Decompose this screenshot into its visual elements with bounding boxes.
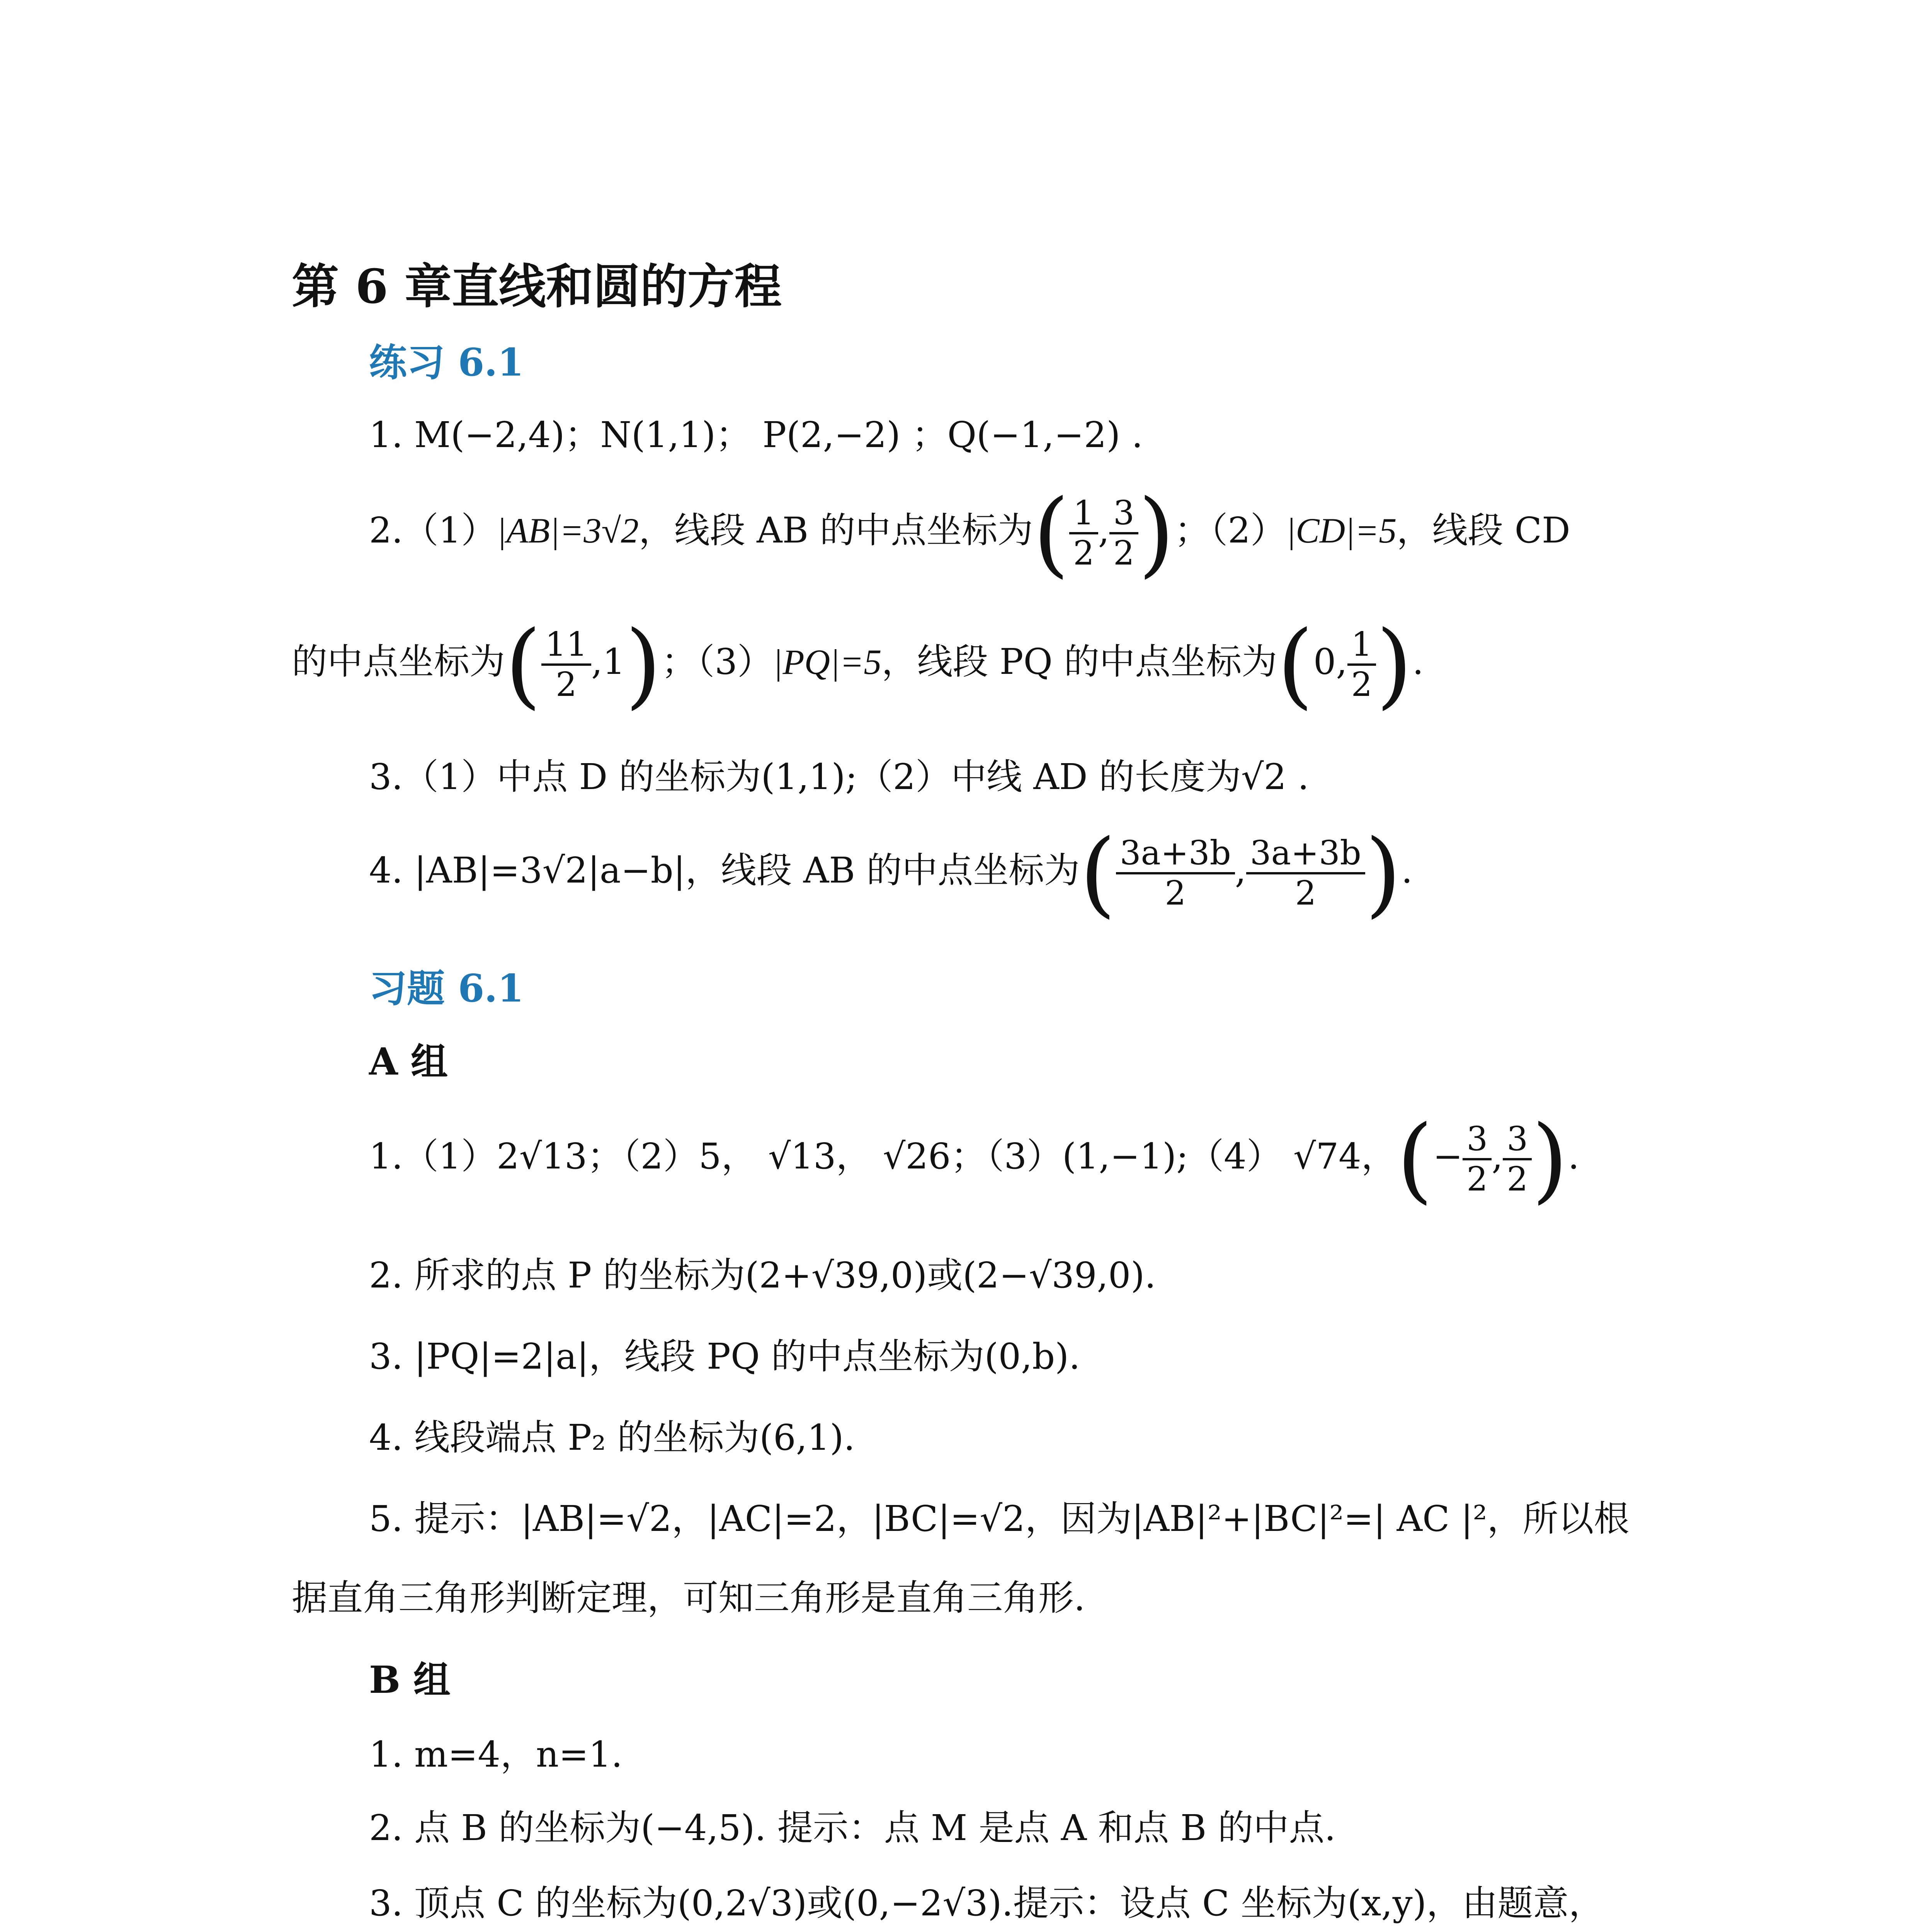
text: 2.（1） bbox=[369, 509, 497, 551]
group-a-item-5: 5. 提示：|AB|=√2，|AC|=2，|BC|=√2，因为|AB|²+|BC|²=| AC |²，所以根 bbox=[369, 1498, 1630, 1539]
paren-left: ( bbox=[1080, 819, 1116, 927]
text: ；（3） bbox=[661, 641, 773, 682]
section-heading-practice: 练习 6.1 bbox=[369, 340, 524, 385]
text: ；（2） bbox=[1174, 509, 1286, 551]
fraction: $\frac{3a+3b}{2}$ bbox=[1246, 837, 1365, 910]
paren-left: ( bbox=[1277, 611, 1313, 719]
fraction: $\frac{3a+3b}{2}$ bbox=[1116, 837, 1235, 910]
formula-ab: |AB|=3√2 bbox=[497, 510, 639, 550]
group-b-item-1: 1. m=4，n=1. bbox=[369, 1734, 623, 1775]
fraction: $\frac{3}{2}$ bbox=[1109, 497, 1138, 570]
text: 0, bbox=[1313, 641, 1347, 682]
group-a-item-2: 2. 所求的点 P 的坐标为(2+√39,0)或(2−√39,0). bbox=[369, 1255, 1156, 1296]
group-a-heading: A 组 bbox=[369, 1040, 448, 1083]
group-a-item-5-cont: 据直角三角形判断定理，可知三角形是直角三角形. bbox=[292, 1577, 1085, 1619]
paren-right: ) bbox=[1138, 479, 1175, 587]
formula-cd: |CD|=5 bbox=[1286, 510, 1397, 550]
group-a-item-4: 4. 线段端点 P₂ 的坐标为(6,1). bbox=[369, 1417, 855, 1458]
text: ，线段 CD bbox=[1397, 509, 1570, 551]
paren-right: ) bbox=[625, 611, 662, 719]
group-a-item-1: 1.（1）2√13；（2）5， √13， √26；（3）(1,−1);（4） √74，(− $\frac{3}{2}$ , $\frac{3}{2}$ ). bbox=[369, 1105, 1579, 1213]
paren-right: ) bbox=[1532, 1105, 1568, 1213]
text: ，线段 AB 的中点坐标为 bbox=[638, 509, 1033, 551]
chapter-title: 第 6 章直线和圆的方程 bbox=[292, 259, 782, 314]
fraction: $\frac{1}{2}$ bbox=[1347, 628, 1376, 701]
group-b-item-2: 2. 点 B 的坐标为(−4,5). 提示：点 M 是点 A 和点 B 的中点. bbox=[369, 1807, 1336, 1849]
group-a-item-3: 3. |PQ|=2|a|，线段 PQ 的中点坐标为(0,b). bbox=[369, 1336, 1080, 1377]
fraction: $\frac{1}{2}$ bbox=[1069, 497, 1098, 570]
paren-right: ) bbox=[1365, 819, 1402, 927]
fraction: $\frac{3}{2}$ bbox=[1503, 1122, 1532, 1196]
formula-pq: |PQ|=5 bbox=[773, 642, 882, 682]
paren-right: ) bbox=[1376, 611, 1412, 719]
text: 4. |AB|=3√2|a−b|，线段 AB 的中点坐标为 bbox=[369, 849, 1080, 891]
paren-left: ( bbox=[1033, 479, 1070, 587]
group-b-heading: B 组 bbox=[369, 1658, 451, 1702]
fraction: $\frac{11}{2}$ bbox=[541, 628, 591, 701]
text: ，线段 PQ 的中点坐标为 bbox=[881, 641, 1277, 682]
practice-item-3: 3.（1）中点 D 的坐标为(1,1);（2）中线 AD 的长度为√2 . bbox=[369, 756, 1309, 798]
fraction: $\frac{3}{2}$ bbox=[1463, 1122, 1492, 1196]
group-b-item-3: 3. 顶点 C 的坐标为(0,2√3)或(0,−2√3).提示：设点 C 坐标为(x,y)，由题意， bbox=[369, 1883, 1604, 1924]
practice-item-2: 2.（1）|AB|=3√2，线段 AB 的中点坐标为( $\frac{1}{2}$ , $\frac{3}{2}$ )；（2）|CD|=5，线段 CD bbox=[369, 479, 1570, 587]
text: ,1 bbox=[591, 641, 625, 682]
paren-left: ( bbox=[1397, 1105, 1433, 1213]
practice-item-4: 4. |AB|=3√2|a−b|，线段 AB 的中点坐标为( $\frac{3a+3b}{2}$ , $\frac{3a+3b}{2}$ ). bbox=[369, 819, 1413, 927]
text: 的中点坐标为 bbox=[292, 641, 505, 682]
practice-item-1: 1. M(−2,4)；N(1,1)； P(2,−2) ；Q(−1,−2) . bbox=[369, 414, 1143, 456]
paren-left: ( bbox=[505, 611, 541, 719]
section-heading-exercises: 习题 6.1 bbox=[369, 966, 524, 1011]
text: 1.（1）2√13；（2）5， √13， √26；（3）(1,−1);（4） √74， bbox=[369, 1135, 1397, 1177]
practice-item-2-cont: 的中点坐标为( $\frac{11}{2}$ ,1)；（3）|PQ|=5，线段 PQ 的中点坐标为(0, $\frac{1}{2}$ ). bbox=[292, 611, 1424, 719]
